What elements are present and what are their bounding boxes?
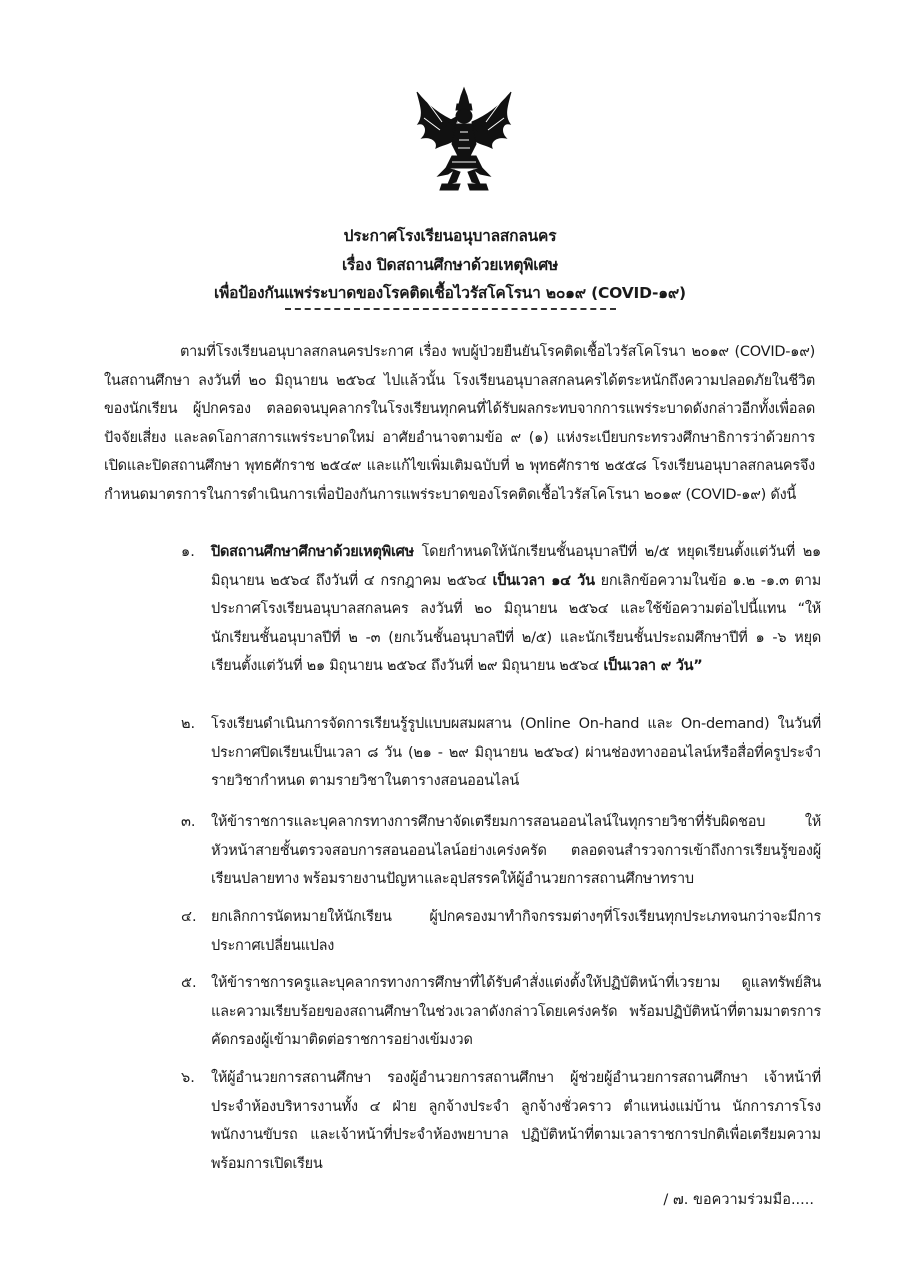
item-number: ๓. xyxy=(181,814,196,830)
list-item xyxy=(181,808,821,894)
item-text: ยกเลิกการนัดหมายให้นักเรียน ผู้ปกครองมาทำกิจกรรมต่างๆที่โรงเรียนทุกประเภทจนกว่าจะมีการประกาศเปลี่ยนแปลง xyxy=(211,909,821,954)
list-item xyxy=(181,903,821,960)
school-announcement-title: ประกาศโรงเรียนอนุบาลสกลนคร xyxy=(343,227,557,245)
item-text: ให้ข้าราชการครูและบุคลากรทางการศึกษาที่ได้รับคำสั่งแต่งตั้งให้ปฏิบัติหน้าที่เวรยาม ดูแลทรัพย์สินและความเรียบร้อยของสถานศึกษาในช่วงเวลาดังกล่าวโดยเคร่งครัด พร้อมปฏิบัติหน้าที่ตามมาตรการคัดกรองผู้เข้ามาติดต่อราชการอย่างเข้มงวด xyxy=(211,975,821,1049)
item-bold-duration: เป็นเวลา ๙ วัน” xyxy=(603,658,703,675)
item-bold-duration: เป็นเวลา ๑๔ วัน xyxy=(492,572,595,589)
intro-paragraph: ตามที่โรงเรียนอนุบาลสกลนครประกาศ เรื่อง พบผู้ป่วยยืนยันโรคติดเชื้อไวรัสโคโรนา ๒๐๑๙ (COVID-๑๙) ในสถานศึกษา ลงวันที่ ๒๐ มิถุนายน ๒๕๖๔ ไปแล้วนั้น โรงเรียนอนุบาลสกลนครได้ตระหนักถึงความปลอดภัยในชีวิตของนักเรียน ผู้ปกครอง ตลอดจนบุคลากรในโรงเรียนทุกคนที่ได้รับผลกระทบจากการแพร่ระบาดดังกล่าวอีกทั้งเพื่อลดปัจจัยเสี่ยง และลดโอกาสการแพร่ระบาดใหม่ อาศัยอำนาจตามข้อ ๙ (๑) แห่งระเบียบกระทรวงศึกษาธิการว่าด้วยการเปิดและปิดสถานศึกษา พุทธศักราช ๒๕๔๙ และแก้ไขเพิ่มเติมฉบับที่ ๒ พุทธศักราช ๒๕๕๘ โรงเรียนอนุบาลสกลนครจึงกำหนดมาตรการในการดำเนินการเพื่อป้องกันการแพร่ระบาดของโรคติดเชื้อไวรัสโคโรนา ๒๐๑๙ (COVID-๑๙) ดังนี้ xyxy=(104,344,815,503)
item-number: ๑. xyxy=(181,544,195,560)
list-item xyxy=(181,710,821,796)
item-number: ๔. xyxy=(181,909,197,925)
item-number: ๒. xyxy=(181,716,196,732)
item-number: ๖. xyxy=(181,1070,195,1086)
item-text-part: ยกเลิกข้อความในข้อ ๑.๒ -๑.๓ ตามประกาศโรงเรียนอนุบาลสกลนคร ลงวันที่ ๒๐ มิถุนายน ๒๕๖๔ และใช้ข้อความต่อไปนี้แทน “ให้นักเรียนชั้นอนุบาลปีที่ ๒ -๓ (ยกเว้นชั้นอนุบาลปีที่ ๒/๕) และนักเรียนชั้นประถมศึกษาปีที่ ๑ -๖ หยุดเรียนตั้งแต่วันที่ ๒๑ มิถุนายน ๒๕๖๔ ถึงวันที่ ๒๙ มิถุนายน ๒๕๖๔ xyxy=(211,572,822,675)
announcement-purpose: เพื่อป้องกันแพร่ระบาดของโรคติดเชื้อไวรัสโคโรนา ๒๐๑๙ (COVID-๑๙) xyxy=(214,284,686,302)
item-number: ๕. xyxy=(181,975,197,991)
item-text-part: โดยกำหนดให้นักเรียนชั้นอนุบาลปีที่ ๒/๕ หยุดเรียนตั้งแต่วันที่ ๒๑ มิถุนายน ๒๕๖๔ ถึงวันที่ ๔ กรกฎาคม ๒๕๖๔ xyxy=(211,544,821,589)
list-item xyxy=(181,1064,821,1178)
item-text: ให้ข้าราชการและบุคลากรทางการศึกษาจัดเตรียมการสอนออนไลน์ในทุกรายวิชาที่รับผิดชอบ ให้หัวหน้าสายชั้นตรวจสอบการสอนออนไลน์อย่างเคร่งครัด ตลอดจนสำรวจการเข้าถึงการเรียนรู้ของผู้เรียนปลายทาง พร้อมรายงานปัญหาและอุปสรรคให้ผู้อำนวยการสถานศึกษาทราบ xyxy=(211,814,821,888)
announcement-subject: เรื่อง ปิดสถานศึกษาด้วยเหตุพิเศษ xyxy=(341,255,559,274)
item-text: ให้ผู้อำนวยการสถานศึกษา รองผู้อำนวยการสถานศึกษา ผู้ช่วยผู้อำนวยการสถานศึกษา เจ้าหน้าที่ประจำห้องบริหารงานทั้ง ๔ ฝ่าย ลูกจ้างประจำ ลูกจ้างชั่วคราว ตำแหน่งแม่บ้าน นักการภารโรง พนักงานขับรถ และเจ้าหน้าที่ประจำห้องพยาบาล ปฏิบัติหน้าที่ตามเวลาราชการปกติเพื่อเตรียมความพร้อมการเปิดเรียน xyxy=(211,1070,821,1172)
list-item xyxy=(181,538,821,681)
continuation-note: / ๗. ขอความร่วมมือ..... xyxy=(663,1192,814,1208)
item-text: โรงเรียนดำเนินการจัดการเรียนรู้รูปแบบผสมผสาน (Online On-hand และ On-demand) ในวันที่ประกาศปิดเรียนเป็นเวลา ๘ วัน (๒๑ - ๒๙ มิถุนายน ๒๕๖๔) ผ่านช่องทางออนไลน์หรือสื่อที่ครูประจำรายวิชากำหนด ตามรายวิชาในตารางสอนออนไลน์ xyxy=(211,716,821,790)
list-item xyxy=(181,969,821,1055)
item-text xyxy=(211,538,821,681)
item-bold-lead: ปิดสถานศึกษาศึกษาด้วยเหตุพิเศษ xyxy=(211,544,414,560)
